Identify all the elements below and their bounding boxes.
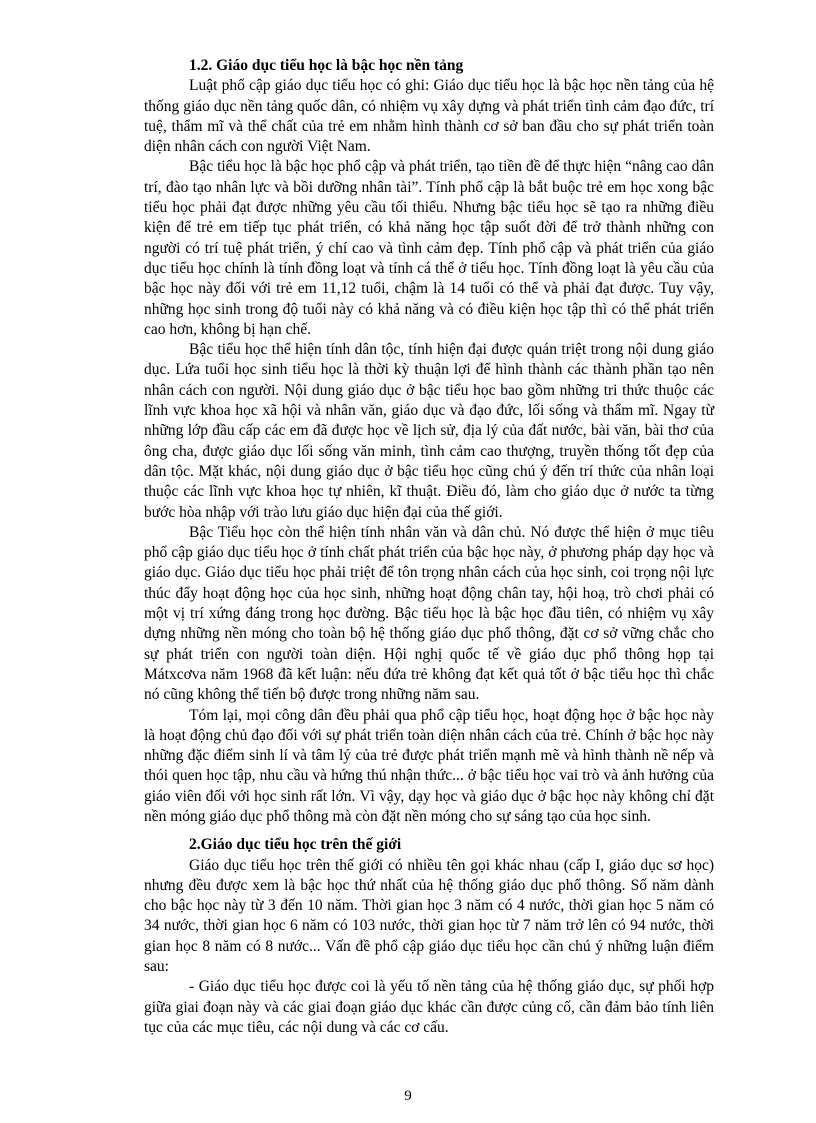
document-body bbox=[144, 56, 714, 1038]
page-number: 9 bbox=[404, 1088, 412, 1104]
paragraph: Giáo dục tiểu học trên thế giới có nhiều tên gọi khác nhau (cấp I, giáo dục sơ học) nhưng đều được xem là bậc học thứ nhất của hệ thống giáo dục phổ thông. Số năm dành cho bậc học này từ 3 đến 10 năm. Thời gian học 3 năm có 4 nước, thời gian học 5 năm có 34 nước, thời gian học 6 năm có 103 nước, thời gian học từ 7 năm trở lên có 94 nước, thời gian học 8 năm có 8 nước... Vấn đề phổ cập giáo dục tiểu học cần chú ý những luận điểm sau: bbox=[144, 856, 714, 976]
paragraph: Tóm lại, mọi công dân đều phải qua phổ cập tiểu học, hoạt động học ở bậc học này là hoạt động chủ đạo đối với sự phát triển toàn diện nhân cách của trẻ. Chính ở bậc học này những đặc điểm sinh lí và tâm lý của trẻ được phát triển mạnh mẽ và hình thành nề nếp và thói quen học tập, nhu cầu và hứng thú nhận thức... ở bậc tiểu học vai trò và ảnh hưởng của giáo viên đối với học sinh rất lớn. Vì vậy, dạy học và giáo dục ở bậc học này không chỉ đặt nền móng giáo dục phổ thông mà còn đặt nền móng cho sự sáng tạo của học sinh. bbox=[144, 706, 714, 825]
section-heading-1-2: 1.2. Giáo dục tiểu học là bậc học nền tảng bbox=[189, 57, 464, 74]
paragraph: Bậc Tiểu học còn thể hiện tính nhân văn và dân chủ. Nó được thể hiện ở mục tiêu phổ cập giáo dục tiểu học ở tính chất phát triển của bậc học này, ở phương pháp dạy học và giáo dục. Giáo dục tiểu học phải triệt để tôn trọng nhân cách của học sinh, coi trọng nội lực thúc đẩy hoạt động học của học sinh, những hoạt động chân tay, hội hoạ, trò chơi phải có một vị trí xứng đáng trong học đường. Bậc tiểu học là bậc học đầu tiên, có nhiệm vụ xây dựng những nền móng cho toàn bộ hệ thống giáo dục phổ thông, đặt cơ sở vững chắc cho sự phát triển con người toàn diện. Hội nghị quốc tế về giáo dục phổ thông họp tại Mátxcơva năm 1968 đã kết luận: nếu đứa trẻ không đạt kết quả tốt ở bậc tiểu học thì chắc nó cũng không thể tiến bộ được trong những năm sau. bbox=[144, 523, 714, 704]
list-item: - Giáo dục tiểu học được coi là yếu tố nền tảng của hệ thống giáo dục, sự phối hợp giữa giai đoạn này và các giai đoạn giáo dục khác cần được củng cố, cần đảm bảo tính liên tục của các mục tiêu, các nội dung và các cơ cấu. bbox=[144, 978, 714, 1036]
paragraph: Luật phổ cập giáo dục tiểu học có ghi: Giáo dục tiểu học là bậc học nền tảng của hệ thống giáo dục nền tảng quốc dân, có nhiệm vụ xây dựng và phát triển tình cảm đạo đức, trí tuệ, thẩm mĩ và thể chất của trẻ em nhằm hình thành cơ sở ban đầu cho sự phát triển toàn diện nhân cách con người Việt Nam. bbox=[144, 77, 714, 156]
section-heading-2: 2.Giáo dục tiểu học trên thế giới bbox=[189, 836, 402, 854]
paragraph: Bậc tiểu học là bậc học phổ cập và phát triển, tạo tiền đề để thực hiện “nâng cao dân trí, đào tạo nhân lực và bồi dưỡng nhân tài”. Tính phổ cập là bắt buộc trẻ em học xong bậc tiểu học phải đạt được những yêu cầu tối thiểu. Nhưng bậc tiểu học sẽ tạo ra những điều kiện để trẻ em tiếp tục phát triển, có khả năng học tập suốt đời để trở thành những con người có trí tuệ phát triển, ý chí cao và tình cảm đẹp. Tính phổ cập và phát triển của giáo dục tiểu học chính là tính đồng loạt và tính cá thể ở tiểu học. Tính đồng loạt là yêu cầu của bậc học này đối với trẻ em 11,12 tuổi, chậm là 14 tuổi có thể và phải đạt được. Tuy vậy, những học sinh trong độ tuổi này có khả năng và có điều kiện học tập thì có thể phát triển cao hơn, không bị hạn chế. bbox=[144, 158, 714, 338]
paragraph: Bậc tiểu học thể hiện tính dân tộc, tính hiện đại được quán triệt trong nội dung giáo dục. Lứa tuổi học sinh tiểu học là thời kỳ thuận lợi để hình thành các thành phần tạo nên nhân cách con người. Nội dung giáo dục ở bậc tiểu học bao gồm những tri thức thuộc các lĩnh vực khoa học xã hội và nhân văn, giáo dục và đạo đức, lối sống và thẩm mĩ. Ngay từ những lớp đầu cấp các em đã được học về lịch sử, địa lý của đất nước, bài văn, bài thơ của ông cha, được giáo dục lối sống văn minh, tình cảm cao thượng, truyền thống tốt đẹp của dân tộc. Mặt khác, nội dung giáo dục ở bậc tiểu học cũng chú ý đến trí thức của nhân loại thuộc các lĩnh vực khoa học tự nhiên, kĩ thuật. Điều đó, làm cho giáo dục ở nước ta từng bước hòa nhập với trào lưu giáo dục hiện đại của thế giới. bbox=[144, 341, 714, 521]
